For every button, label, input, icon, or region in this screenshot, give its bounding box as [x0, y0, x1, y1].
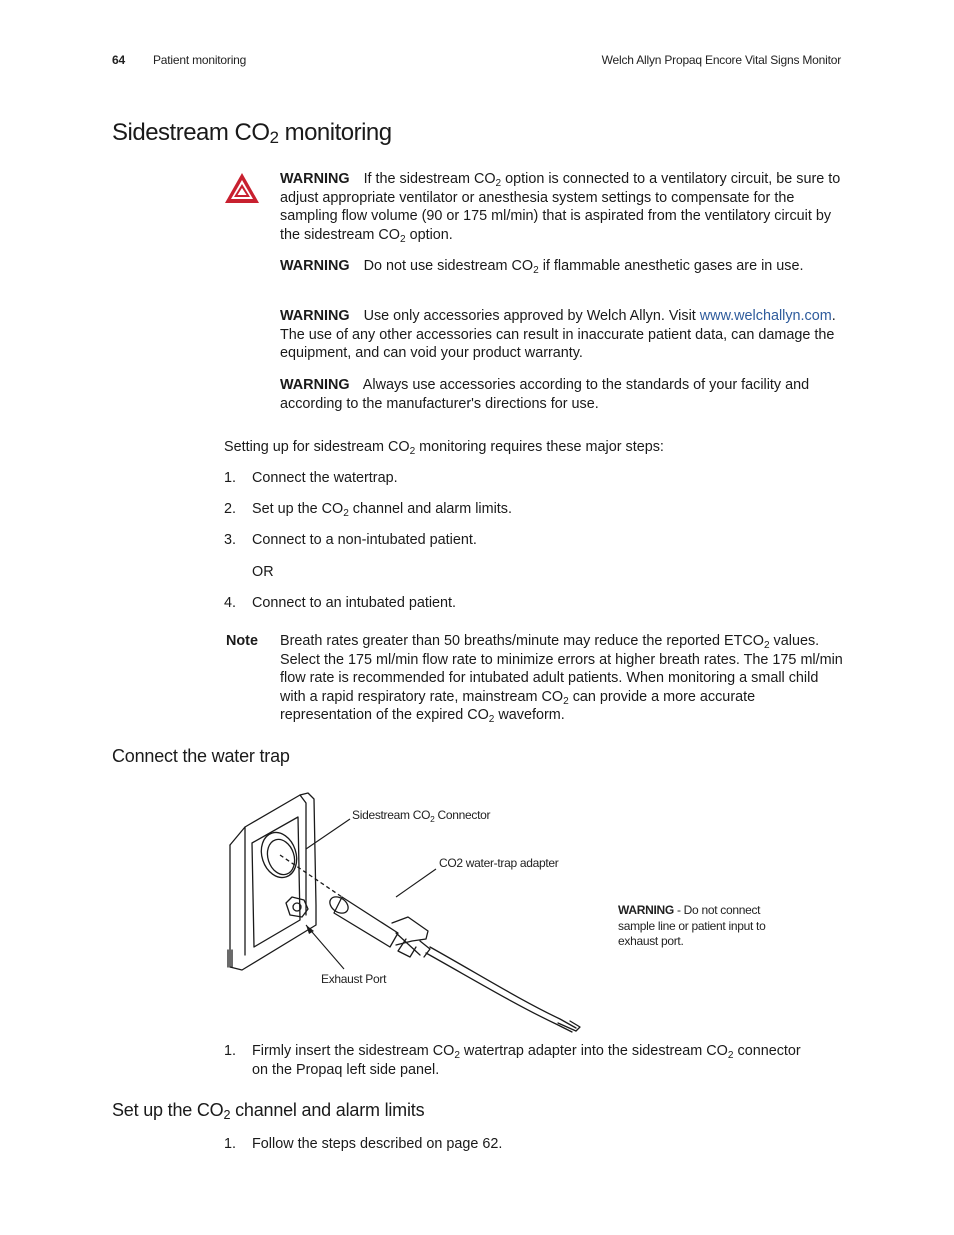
warning-block-3	[280, 307, 842, 363]
warning-block-4	[280, 376, 842, 413]
figure-warning-callout	[618, 903, 778, 950]
warning-label: WARNING	[280, 171, 350, 187]
label-text-end: Connector	[434, 808, 491, 822]
subscript: 2	[727, 1050, 734, 1061]
figure-warning-text: - Do not connect sample line or patient input to exhaust port.	[618, 903, 766, 948]
step-text: Connect to a non-intubated patient.	[252, 532, 477, 548]
title-text: Sidestream CO	[112, 119, 270, 146]
page-header	[112, 53, 125, 67]
warning-3-text-end: . The use of any other accessories can result in inaccurate patient data, can damage the equipment, and can void your product warranty.	[280, 308, 836, 361]
step-text: watertrap adapter into the sidestream CO	[459, 1043, 728, 1059]
label-exhaust-port: Exhaust Port	[321, 972, 387, 986]
subscript: 2	[399, 233, 406, 245]
step-number: 4.	[224, 595, 237, 611]
warning-block-2	[280, 257, 842, 276]
subscript: 2	[488, 714, 495, 725]
subscript: 2	[430, 814, 435, 824]
step-3	[224, 531, 477, 550]
water-trap-step-number: 1.	[224, 1043, 237, 1059]
subscript: 2	[223, 1108, 231, 1122]
note-text-part: values. Select the 175 ml/min flow rate to minimize errors at higher breath rates. The 175 ml/min flow rate is recommended for intubated adult patients. When monitoring a small child with a rapid respiratory rate, mainstream CO	[280, 633, 843, 705]
warning-label: WARNING	[280, 308, 350, 324]
water-trap-step-text	[252, 1042, 812, 1079]
warning-4-text: Always use accessories according to the standards of your facility and according to the manufacturer's directions for use.	[280, 377, 810, 412]
subscript: 2	[533, 265, 539, 276]
step-1	[224, 469, 398, 488]
heading-text: Set up the CO	[112, 1100, 224, 1120]
label-sidestream-connector	[352, 808, 490, 822]
section-heading-water-trap: Connect the water trap	[112, 746, 290, 766]
step-number: 2.	[224, 501, 237, 517]
subscript: 2	[763, 640, 770, 651]
welchallyn-link[interactable]: www.welchallyn.com	[699, 308, 832, 324]
header-section: Patient monitoring	[153, 53, 247, 67]
note-text	[280, 632, 844, 725]
step-2	[224, 500, 512, 519]
header-doc-title: Welch Allyn Propaq Encore Vital Signs Monitor	[601, 53, 841, 67]
warning-label: WARNING	[280, 377, 350, 393]
subscript: 2	[495, 178, 502, 189]
step-text: Connect to an intubated patient.	[252, 595, 457, 611]
label-water-trap-adapter: CO2 water-trap adapter	[439, 856, 559, 870]
intro-text: Setting up for sidestream CO	[224, 439, 410, 455]
step-text: Connect the watertrap.	[252, 470, 398, 486]
heading-text-end: channel and alarm limits	[230, 1100, 425, 1120]
section-heading-channel	[112, 1100, 424, 1121]
figure-warning-label: WARNING	[618, 903, 674, 917]
channel-step-1	[224, 1135, 502, 1154]
warning-2-text: Do not use sidestream CO	[363, 258, 534, 274]
warning-2-text-end: if flammable anesthetic gases are in use.	[538, 258, 804, 274]
page-number: 64	[112, 53, 125, 67]
title-subscript: 2	[269, 128, 279, 147]
step-text: Firmly insert the sidestream CO	[252, 1043, 455, 1059]
warning-block-1	[280, 170, 842, 244]
step-number: 1.	[224, 1136, 237, 1152]
warning-1-text: If the sidestream CO	[363, 171, 496, 187]
label-text: Sidestream CO	[352, 808, 431, 822]
subscript: 2	[454, 1050, 460, 1061]
note-label: Note	[226, 633, 258, 649]
step-text-end: channel and alarm limits.	[348, 501, 512, 517]
warning-1-text-end: option.	[405, 226, 453, 243]
note-text-part: waveform.	[494, 707, 565, 723]
step-text: connector on the Propaq left side panel.	[252, 1043, 801, 1078]
warning-1-text-cont: option is connected to a ventilatory circuit, be sure to adjust appropriate ventilator or anesthesia system settings to compensate for the sampling flow volume (90 or 175 ml/min) that is aspirated from the ventilatory circuit by the sidestream CO	[280, 171, 841, 243]
step-text: Set up the CO	[252, 501, 344, 517]
warning-label: WARNING	[280, 258, 350, 274]
subscript: 2	[409, 446, 416, 457]
note-text-part: can provide a more accurate representation of the expired CO	[280, 688, 756, 723]
step-or: OR	[252, 564, 274, 580]
warning-3-text: Use only accessories approved by Welch Allyn. Visit	[363, 308, 700, 324]
warning-triangle-icon	[224, 172, 260, 204]
subscript: 2	[343, 508, 349, 519]
note-text-part: Breath rates greater than 50 breaths/minute may reduce the reported ETCO	[280, 633, 764, 649]
title-text-end: monitoring	[278, 119, 392, 146]
step-number: 1.	[224, 470, 237, 486]
subscript: 2	[563, 695, 569, 707]
intro-paragraph	[224, 438, 844, 457]
intro-text-end: monitoring requires these major steps:	[415, 439, 664, 455]
step-4	[224, 594, 456, 613]
step-number: 3.	[224, 532, 237, 548]
step-text: Follow the steps described on page 62.	[252, 1136, 503, 1152]
page-title	[112, 119, 392, 147]
